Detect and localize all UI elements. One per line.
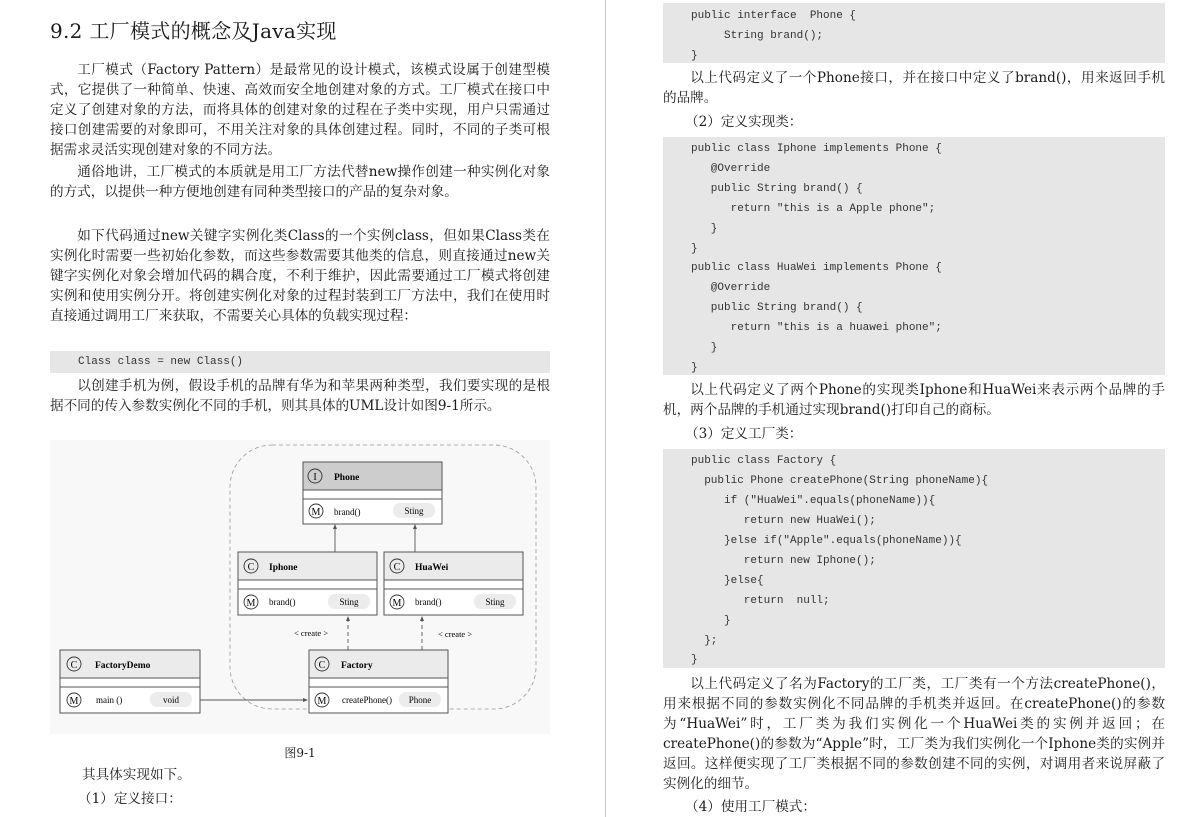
- inheritance-arrow-iphone: [333, 524, 337, 552]
- paragraph-interface-explain: 以上代码定义了一个Phone接口，并在接口中定义了brand()，用来返回手机的品牌。: [663, 70, 1165, 106]
- stereotype-label: C: [318, 660, 326, 671]
- code-line: return null;: [691, 595, 830, 607]
- create-label: < create >: [294, 628, 329, 638]
- paragraph-new-keyword: 如下代码通过new关键字实例化类Class的一个实例class，但如果Class类在实例化时需要一些初始化参数，而这些参数需要其他类的信息，则直接通过new关键字实例化对象会增加代码的耦合度，不利于维护，因此需要通过工厂模式将创建实例和使用实例分开。将创建实例化对象的过程封装到工厂方法中，我们在使用时直接通过调用工厂来获取，不需要关心具体的负载实现过程：: [50, 228, 550, 324]
- code-line: public String brand() {: [691, 302, 863, 314]
- code-line: }: [691, 50, 698, 62]
- code-line: String brand();: [691, 30, 824, 42]
- page-divider: [605, 0, 606, 817]
- code-line: public interface Phone {: [691, 10, 857, 22]
- uml-class-factory: [309, 650, 448, 713]
- class-name: Factory: [341, 661, 373, 671]
- paragraph-impl-explain: 以上代码定义了两个Phone的实现类Iphone和HuaWei来表示两个品牌的手机，两个品牌的手机通过实现brand()打印自己的商标。: [663, 382, 1165, 418]
- class-name: Phone: [334, 473, 360, 483]
- uml-class-iphone: [238, 552, 377, 615]
- code-line: public class HuaWei implements Phone {: [691, 262, 942, 274]
- class-name: HuaWei: [415, 563, 449, 573]
- method-name: brand(): [269, 597, 296, 607]
- return-type: Sting: [339, 597, 359, 607]
- stereotype-label: C: [393, 562, 401, 573]
- inheritance-arrow-huawei: [413, 524, 417, 552]
- code-line: if ("HuaWei".equals(phoneName)){: [691, 495, 936, 507]
- class-name: Iphone: [269, 563, 298, 573]
- code-line: public class Iphone implements Phone {: [691, 143, 942, 155]
- right-page: [663, 0, 1165, 817]
- left-page: [50, 0, 550, 817]
- paragraph-factory-explain: 以上代码定义了名为Factory的工厂类，工厂类有一个方法createPhone()，用来根据不同的参数实例化不同品牌的手机类并返回。在createPhone()的参数为“HuaWei”时，工厂类为我们实例化一个HuaWei类的实例并返回；在createPhone()的参数为“Apple”时，工厂类为我们实例化一个Iphone类的实例并返回。这样便实现了工厂类根据不同的参数创建不同的实例，对调用者来说屏蔽了实例化的细节。: [663, 676, 1165, 792]
- return-type: Phone: [408, 695, 432, 705]
- step-4-heading: （4）使用工厂模式：: [685, 799, 816, 815]
- step-1-heading: （1）定义接口：: [78, 791, 182, 807]
- method-name: main (): [96, 695, 123, 705]
- code-line: }: [691, 223, 718, 235]
- return-type: void: [162, 695, 180, 705]
- code-block-factory: [663, 449, 1165, 668]
- uml-diagram: [50, 440, 550, 734]
- code-line: public class Factory {: [691, 455, 837, 467]
- paragraph-essence: 通俗地讲，工厂模式的本质就是用工厂方法代替new操作创建一种实例化对象的方式，以提供一种方便地创建有同种类型接口的产品的复杂对象。: [50, 164, 550, 200]
- method-marker: M: [246, 598, 256, 609]
- code-line: @Override: [691, 163, 771, 175]
- uml-class-huawei: [384, 552, 523, 615]
- code-line: return new HuaWei();: [691, 515, 876, 527]
- method-name: createPhone(): [342, 695, 392, 705]
- create-dependency-huawei: [420, 616, 472, 650]
- return-type: Sting: [485, 597, 505, 607]
- method-marker: M: [392, 598, 402, 609]
- code-line: return new Iphone();: [691, 555, 876, 567]
- code-line: }else{: [691, 575, 764, 587]
- create-label: < create >: [438, 629, 473, 639]
- method-name: brand(): [334, 507, 361, 517]
- return-type: Sting: [404, 506, 424, 516]
- code-block-class-instance: [50, 351, 550, 373]
- class-name: FactoryDemo: [95, 661, 151, 671]
- code-line: }: [691, 342, 718, 354]
- stereotype-label: I: [313, 472, 317, 483]
- code-line: public Phone createPhone(String phoneName){: [691, 475, 989, 487]
- method-marker: M: [311, 507, 321, 518]
- method-marker: M: [69, 696, 79, 707]
- code-line: @Override: [691, 282, 771, 294]
- paragraph-phone-example: 以创建手机为例，假设手机的品牌有华为和苹果两种类型，我们要实现的是根据不同的传入参数实例化不同的手机，则其具体的UML设计如图9-1所示。: [50, 378, 550, 414]
- code-block-interface: [663, 3, 1165, 63]
- stereotype-label: C: [70, 660, 78, 671]
- stereotype-label: C: [247, 562, 255, 573]
- code-line: }: [691, 362, 698, 374]
- code-line: }: [691, 654, 698, 666]
- code-line: public String brand() {: [691, 183, 863, 195]
- step-3-heading: （3）定义工厂类：: [685, 426, 803, 442]
- implementation-intro: 其具体实现如下。: [82, 767, 191, 783]
- step-2-heading: （2）定义实现类：: [685, 114, 803, 130]
- code-line: return "this is a Apple phone";: [691, 203, 936, 215]
- method-marker: M: [317, 696, 327, 707]
- uml-class-phone: [303, 462, 442, 524]
- method-name: brand(): [415, 597, 442, 607]
- code-line: }: [691, 615, 731, 627]
- association-arrow-demo-to-factory: [200, 698, 308, 702]
- section-heading: 9.2 工厂模式的概念及Java实现: [50, 19, 337, 43]
- uml-class-factorydemo: [60, 650, 200, 713]
- create-dependency-iphone: [294, 616, 350, 650]
- code-line: };: [691, 635, 718, 647]
- figure-caption: 图9-1: [284, 746, 316, 760]
- uml-figure: [50, 440, 550, 734]
- paragraph-intro: 工厂模式（Factory Pattern）是最常见的设计模式，该模式设属于创建型模式，它提供了一种简单、快速、高效而安全地创建对象的方式。工厂模式在接口中定义了创建对象的方法，而将具体的创建对象的过程在子类中实现，用户只需通过接口创建需要的对象即可，不用关注对象的具体创建过程。同时，不同的子类可根据需求灵活实现创建对象的不同方法。: [50, 62, 550, 158]
- code-block-implementations: [663, 137, 1165, 375]
- code-line: }else if("Apple".equals(phoneName)){: [691, 535, 962, 547]
- code-line: return "this is a huawei phone";: [691, 322, 942, 334]
- code-line: }: [691, 243, 698, 255]
- code-line: Class class = new Class(): [78, 356, 244, 368]
